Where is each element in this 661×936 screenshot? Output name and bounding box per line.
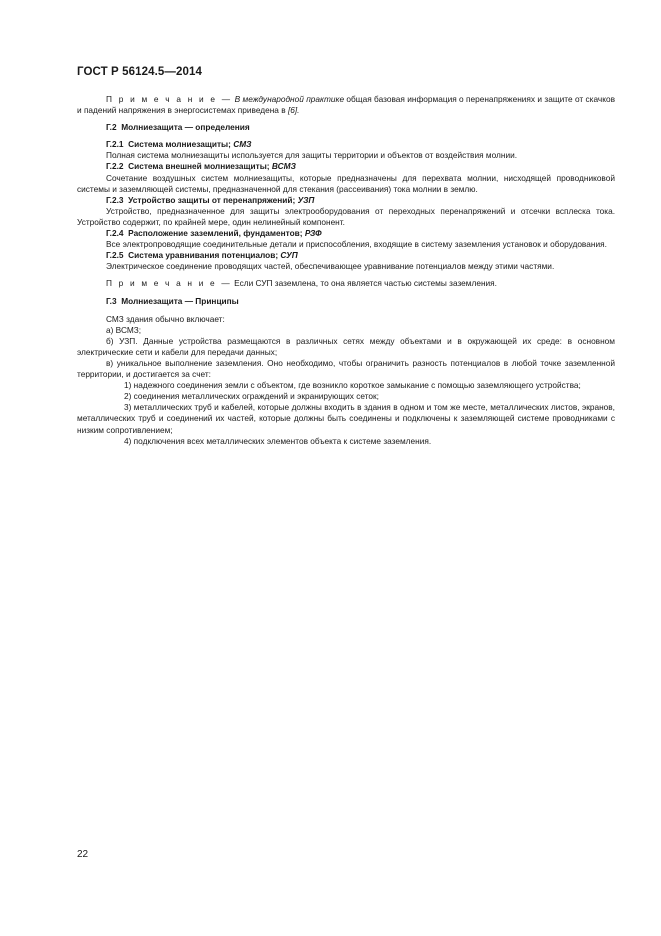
document-body bbox=[77, 94, 615, 447]
list-item-a: а) ВСМЗ; bbox=[106, 324, 142, 335]
note-text: Если СУП заземлена, то она является частью системы заземления. bbox=[231, 278, 497, 289]
note-reference: [6]. bbox=[287, 105, 300, 116]
term-number: Г.2.1 bbox=[106, 139, 124, 150]
sublist-item-1: 1) надежного соединения земли с объектом, где возникло короткое замыкание с помощью заземляющего устройства; bbox=[124, 380, 581, 391]
term-title: Система внешней молниезащиты; bbox=[128, 161, 270, 172]
term-definition: Устройство, предназначенное для защиты электрооборудования от переходных перенапряжений и отсечки всплеска тока. Устройство содержит, по крайней мере, один нелинейный компонент. bbox=[77, 205, 615, 227]
section-heading-g2 bbox=[77, 122, 615, 133]
term-title: Система уравнивания потенциалов; bbox=[128, 250, 279, 261]
section-number: Г.3 bbox=[106, 295, 117, 306]
list-item-b: б) УЗП. Данные устройства размещаются в различных сетях между объектами и в окружающей их среде: в основном электрические сети и кабели для передачи данных; bbox=[77, 335, 615, 357]
term-abbreviation: СМЗ bbox=[233, 139, 252, 150]
section-number: Г.2 bbox=[106, 122, 117, 133]
term-abbreviation: СУП bbox=[280, 250, 298, 261]
note-paragraph bbox=[77, 94, 615, 116]
sublist-item-4: 4) подключения всех металлических элементов объекта к системе заземления. bbox=[124, 435, 432, 446]
note-label: П р и м е ч а н и е — bbox=[106, 278, 232, 289]
term-abbreviation: УЗП bbox=[297, 194, 315, 205]
term-number: Г.2.5 bbox=[106, 250, 124, 261]
term-definition: Электрическое соединение проводящих частей, обеспечивающее уравнивание потенциалов между этими частями. bbox=[106, 261, 555, 272]
term-heading-g24 bbox=[77, 228, 615, 239]
page-number: 22 bbox=[77, 849, 89, 860]
section-heading-g3 bbox=[77, 296, 615, 307]
section-title: Молниезащита — определения bbox=[121, 122, 250, 133]
term-number: Г.2.2 bbox=[106, 161, 124, 172]
document-header: ГОСТ Р 56124.5—2014 bbox=[77, 66, 202, 78]
term-definition: Полная система молниезащиты используется для защиты территории и объектов от воздействия молнии. bbox=[106, 150, 518, 161]
sublist-item-2: 2) соединения металлических ограждений и экранирующих сеток; bbox=[124, 391, 379, 402]
term-title: Устройство защиты от перенапряжений; bbox=[128, 194, 296, 205]
sublist-item-3: 3) металлических труб и кабелей, которые должны входить в здания в одном и том же месте, металлических листов, экранов, металлических труб и соединений их частей, которые должны быть соединены и подключены к заземляющей системе проводниками с низким сопротивлением; bbox=[77, 402, 615, 435]
section-title: Молниезащита — Принципы bbox=[121, 295, 239, 306]
term-heading-g25 bbox=[77, 250, 615, 261]
term-heading-g22 bbox=[77, 161, 615, 172]
note-italic-text: В международной практике bbox=[234, 94, 345, 104]
term-definition: Все электропроводящие соединительные детали и приспособления, входящие в систему заземления установок и оборудования. bbox=[106, 239, 607, 250]
term-number: Г.2.4 bbox=[106, 228, 124, 239]
term-title: Расположение заземлений, фундаментов; bbox=[128, 228, 303, 239]
term-abbreviation: РЗФ bbox=[304, 228, 322, 239]
list-item-c: в) уникальное выполнение заземления. Оно необходимо, чтобы ограничить разность потенциалов в любой точке заземленной территории, и достигается за счет: bbox=[77, 357, 615, 380]
note-label: П р и м е ч а н и е — bbox=[106, 94, 233, 104]
term-abbreviation: ВСМЗ bbox=[271, 161, 296, 172]
term-heading-g21 bbox=[77, 139, 615, 150]
note-paragraph bbox=[77, 278, 615, 289]
list-intro: СМЗ здания обычно включает: bbox=[106, 313, 225, 324]
term-heading-g23 bbox=[77, 195, 615, 206]
term-title: Система молниезащиты; bbox=[128, 139, 231, 150]
term-number: Г.2.3 bbox=[106, 194, 124, 205]
term-definition: Сочетание воздушных систем молниезащиты, которые предназначены для перехвата молнии, нисходящей проводниковой системы и заземляющей системы, предназначенной для стекания (рассеивания) тока молнии в землю. bbox=[77, 172, 615, 194]
note-text: общая базовая информация о перенапряжениях и защите от скачков и падений напряжения в энергосистемах приведена в bbox=[77, 94, 615, 116]
